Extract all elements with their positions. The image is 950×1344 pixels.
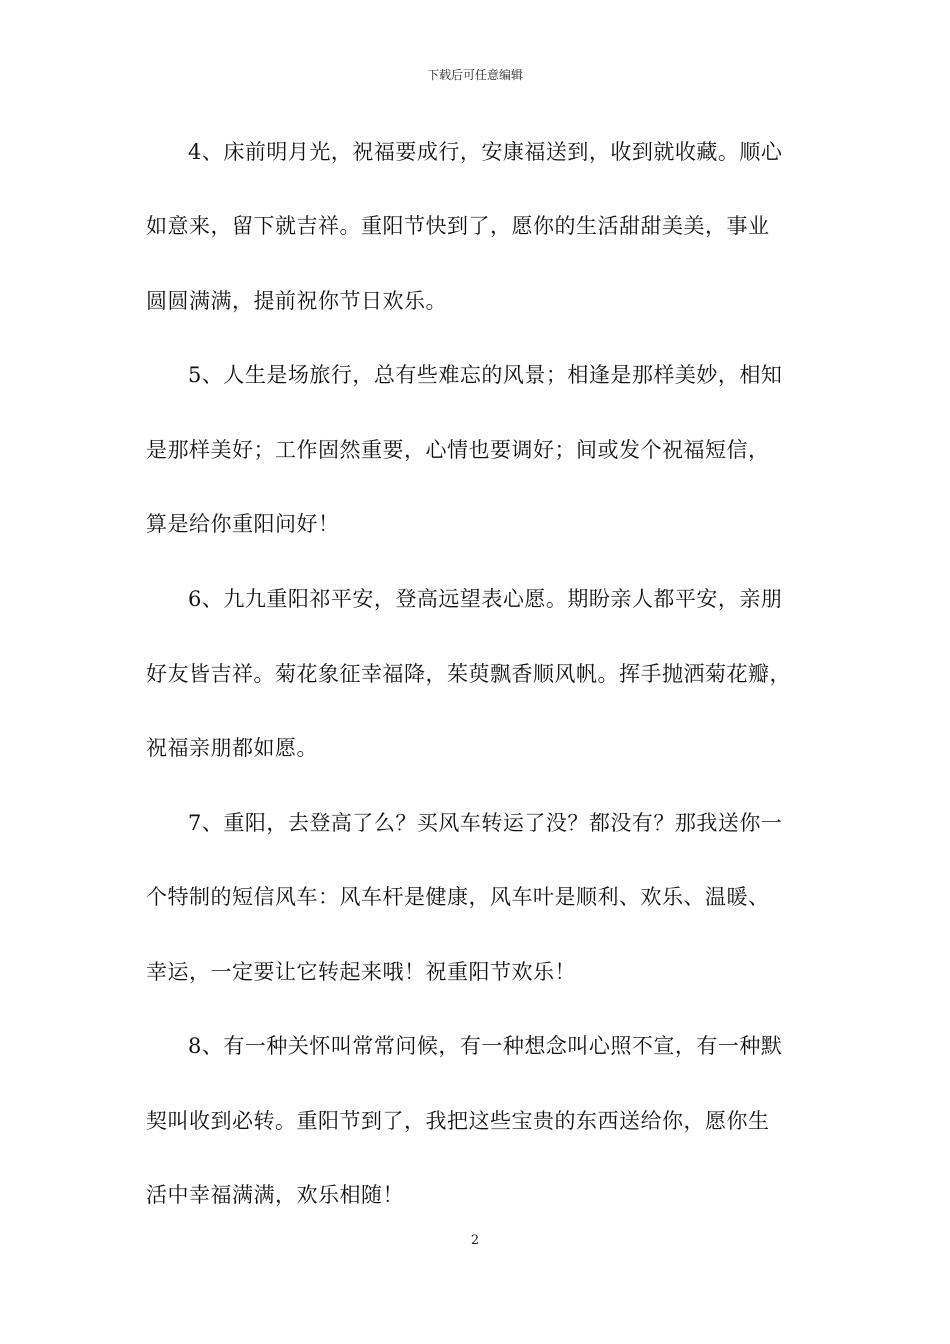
paragraph-6-line-3: 祝福亲朋都如愿。 bbox=[146, 736, 318, 760]
paragraph-5-line-1: 5、人生是场旅行，总有些难忘的风景；相逢是那样美妙，相知 bbox=[188, 363, 783, 387]
paragraph-8-line-3: 活中幸福满满，欢乐相随！ bbox=[146, 1183, 404, 1207]
paragraph-4-line-3: 圆圆满满，提前祝你节日欢乐。 bbox=[146, 289, 447, 313]
paragraph-7-line-1: 7、重阳，去登高了么？买风车转运了没？都没有？那我送你一 bbox=[188, 811, 783, 835]
paragraph-7-line-3: 幸运，一定要让它转起来哦！祝重阳节欢乐！ bbox=[146, 960, 576, 984]
paragraph-8-line-1: 8、有一种关怀叫常常问候，有一种想念叫心照不宣，有一种默 bbox=[188, 1034, 783, 1058]
paragraph-7-line-2: 个特制的短信风车：风车杆是健康，风车叶是顺利、欢乐、温暖、 bbox=[146, 885, 770, 909]
paragraph-6-line-1: 6、九九重阳祁平安，登高远望表心愿。期盼亲人都平安，亲朋 bbox=[188, 587, 783, 611]
paragraph-4-line-1: 4、床前明月光，祝福要成行，安康福送到，收到就收藏。顺心 bbox=[188, 140, 783, 164]
paragraph-5-line-3: 算是给你重阳问好！ bbox=[146, 512, 340, 536]
paragraph-6-line-2: 好友皆吉祥。菊花象征幸福降，茱萸飘香顺风帆。挥手抛洒菊花瓣， bbox=[146, 662, 791, 686]
page-header: 下载后可任意编辑 bbox=[426, 68, 523, 82]
page-number: 2 bbox=[470, 1233, 480, 1248]
paragraph-8-line-2: 契叫收到必转。重阳节到了，我把这些宝贵的东西送给你，愿你生 bbox=[146, 1109, 770, 1133]
paragraph-4-line-2: 如意来，留下就吉祥。重阳节快到了，愿你的生活甜甜美美，事业 bbox=[146, 214, 770, 238]
paragraph-5-line-2: 是那样美好；工作固然重要，心情也要调好；间或发个祝福短信， bbox=[146, 438, 770, 462]
